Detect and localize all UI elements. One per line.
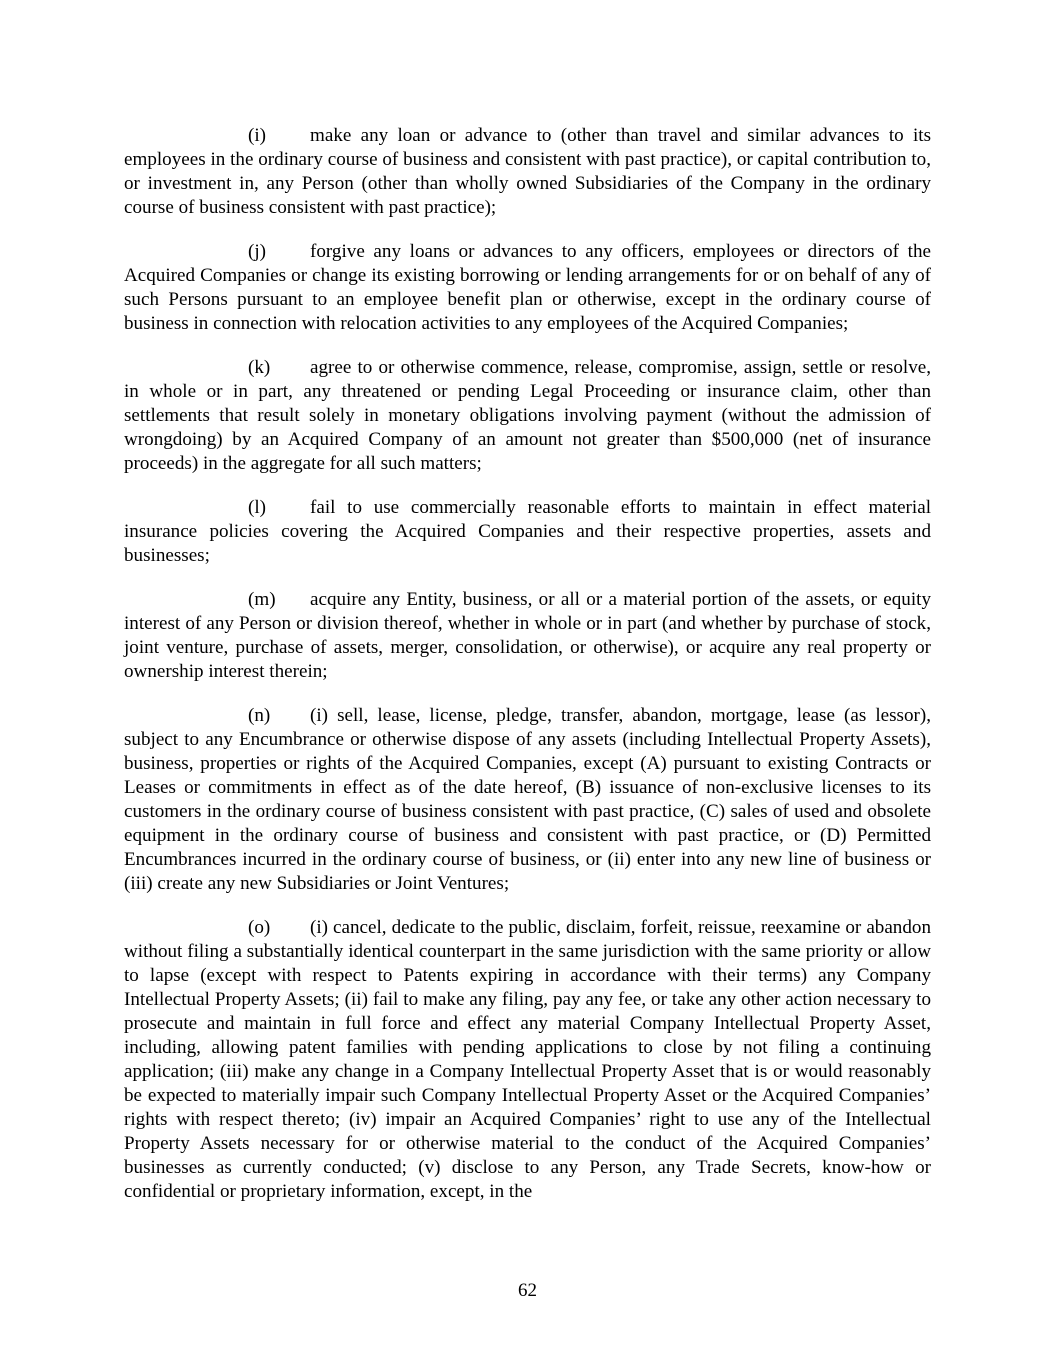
- clause-text: (i) cancel, dedicate to the public, disclaim, forfeit, reissue, reexamine or abandon without filing a substantially identical counterpart in the same jurisdiction with the same priority or allow to lapse (except with respect to Patents expiring in accordance with their terms) any Company Intellectual Property Assets; (ii) fail to make any filing, pay any fee, or take any other action necessary to prosecute and maintain in full force and effect any material Company Intellectual Property Asset, including, allowing patent families with pending applications to close by not filing a continuing application; (iii) make any change in a Company Intellectual Property Asset that is or would reasonably be expected to materially impair such Company Intellectual Property Asset or the Acquired Companies’ rights with respect thereto; (iv) impair an Acquired Companies’ right to use any of the Intellectual Property Assets necessary for or otherwise material to the conduct of the Acquired Companies’ businesses as currently conducted; (v) disclose to any Person, any Trade Secrets, know-how or confidential or proprietary information, except, in the: [124, 917, 931, 1202]
- clause-label: (k): [248, 357, 271, 378]
- document-body: [124, 124, 931, 1224]
- clause-label: (l): [248, 497, 267, 518]
- clause-text: acquire any Entity, business, or all or a material portion of the assets, or equity interest of any Person or division thereof, whether in whole or in part (and whether by purchase of stock, joint venture, purchase of assets, merger, consolidation, or otherwise), or acquire any real property or ownership interest therein;: [124, 589, 931, 682]
- clause-label: (m): [248, 589, 276, 610]
- clause-text: fail to use commercially reasonable efforts to maintain in effect material insurance policies covering the Acquired Companies and their respective properties, assets and businesses;: [124, 497, 931, 566]
- clause-m: [124, 588, 931, 684]
- clause-text: (i) sell, lease, license, pledge, transfer, abandon, mortgage, lease (as lessor), subject to any Encumbrance or otherwise dispose of any assets (including Intellectual Property Assets), business, properties or rights of the Acquired Companies, except (A) pursuant to existing Contracts or Leases or commitments in effect as of the date hereof, (B) issuance of non-exclusive licenses to its customers in the ordinary course of business consistent with past practice, (C) sales of used and obsolete equipment in the ordinary course of business and consistent with past practice, or (D) Permitted Encumbrances incurred in the ordinary course of business, or (ii) enter into any new line of business or (iii) create any new Subsidiaries or Joint Ventures;: [124, 705, 931, 894]
- clause-k: [124, 356, 931, 476]
- clause-label: (i): [248, 125, 267, 146]
- page-number: 62: [518, 1280, 537, 1301]
- clause-l: [124, 496, 931, 568]
- clause-i: [124, 124, 931, 220]
- clause-o: [124, 916, 931, 1204]
- clause-text: forgive any loans or advances to any officers, employees or directors of the Acquired Companies or change its existing borrowing or lending arrangements for or on behalf of any of such Persons pursuant to an employee benefit plan or otherwise, except in the ordinary course of business in connection with relocation activities to any employees of the Acquired Companies;: [124, 241, 931, 334]
- clause-text: agree to or otherwise commence, release, compromise, assign, settle or resolve, in whole or in part, any threatened or pending Legal Proceeding or insurance claim, other than settlements that result solely in monetary obligations involving payment (without the admission of wrongdoing) by an Acquired Company of an amount not greater than $500,000 (net of insurance proceeds) in the aggregate for all such matters;: [124, 357, 931, 474]
- clause-label: (o): [248, 917, 271, 938]
- clause-j: [124, 240, 931, 336]
- clause-n: [124, 704, 931, 896]
- clause-label: (j): [248, 241, 267, 262]
- clause-label: (n): [248, 705, 271, 726]
- clause-text: make any loan or advance to (other than travel and similar advances to its employees in the ordinary course of business and consistent with past practice), or capital contribution to, or investment in, any Person (other than wholly owned Subsidiaries of the Company in the ordinary course of business consistent with past practice);: [124, 125, 931, 218]
